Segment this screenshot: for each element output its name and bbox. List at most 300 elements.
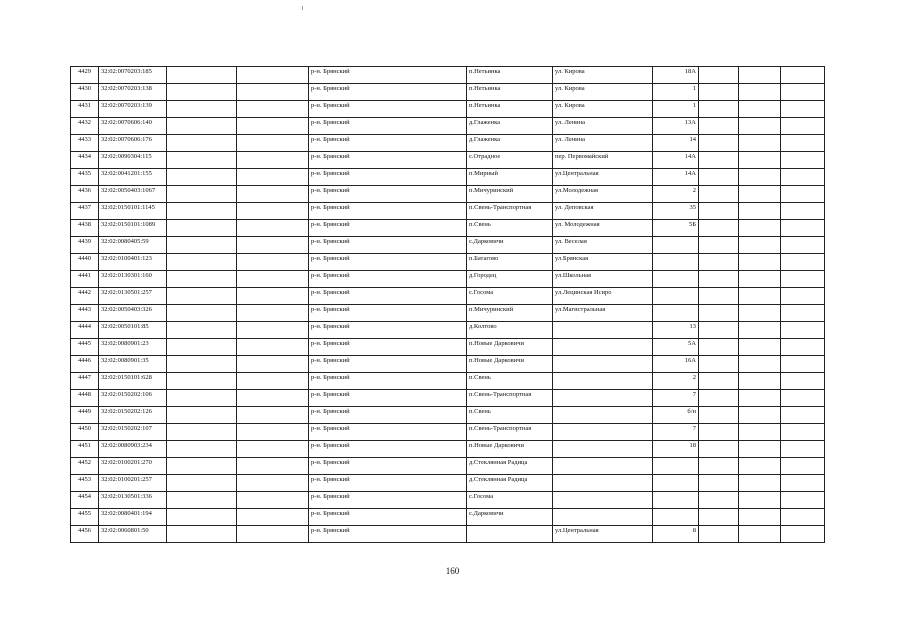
empty-cell <box>781 135 825 152</box>
cadastral-number-cell: 32:02:0150202:126 <box>99 407 167 424</box>
empty-cell <box>167 203 237 220</box>
table-row <box>71 135 825 152</box>
empty-cell <box>237 271 309 288</box>
district-cell: р-н. Брянский <box>309 407 467 424</box>
empty-cell <box>699 220 739 237</box>
house-number-cell: 1 <box>653 84 699 101</box>
house-number-cell: 2 <box>653 373 699 390</box>
table-row <box>71 169 825 186</box>
empty-cell <box>699 407 739 424</box>
empty-cell <box>781 67 825 84</box>
cadastral-number-cell: 32:02:0090304:115 <box>99 152 167 169</box>
locality-cell: с.Дарковичи <box>467 237 553 254</box>
empty-cell <box>781 475 825 492</box>
empty-cell <box>699 271 739 288</box>
house-number-cell: 16А <box>653 356 699 373</box>
cadastral-number-cell: 32:02:0050403:326 <box>99 305 167 322</box>
empty-cell <box>781 458 825 475</box>
street-cell <box>553 356 653 373</box>
street-cell: ул. Деповская <box>553 203 653 220</box>
empty-cell <box>699 475 739 492</box>
street-cell <box>553 373 653 390</box>
cadastral-number-cell: 32:02:0100401:123 <box>99 254 167 271</box>
table-row <box>71 356 825 373</box>
empty-cell <box>739 101 781 118</box>
table-row <box>71 220 825 237</box>
empty-cell <box>167 424 237 441</box>
empty-cell <box>699 373 739 390</box>
empty-cell <box>699 339 739 356</box>
cadastral-number-cell: 32:02:0080901:23 <box>99 339 167 356</box>
house-number-cell <box>653 305 699 322</box>
house-number-cell: б/н <box>653 407 699 424</box>
cadastral-number-cell: 32:02:0060801:50 <box>99 526 167 543</box>
empty-cell <box>237 67 309 84</box>
empty-cell <box>167 237 237 254</box>
row-number-cell: 4439 <box>71 237 99 254</box>
house-number-cell: 8 <box>653 526 699 543</box>
empty-cell <box>739 373 781 390</box>
empty-cell <box>167 101 237 118</box>
row-number-cell: 4454 <box>71 492 99 509</box>
district-cell: р-н. Брянский <box>309 220 467 237</box>
district-cell: р-н. Брянский <box>309 203 467 220</box>
empty-cell <box>237 407 309 424</box>
district-cell: р-н. Брянский <box>309 356 467 373</box>
locality-cell: п.Батагово <box>467 254 553 271</box>
empty-cell <box>739 492 781 509</box>
empty-cell <box>167 169 237 186</box>
cadastral-number-cell: 32:02:0050403:1067 <box>99 186 167 203</box>
empty-cell <box>781 101 825 118</box>
row-number-cell: 4452 <box>71 458 99 475</box>
table-row <box>71 407 825 424</box>
street-cell: ул.Центральная <box>553 169 653 186</box>
house-number-cell: 14А <box>653 169 699 186</box>
empty-cell <box>699 288 739 305</box>
empty-cell <box>699 101 739 118</box>
empty-cell <box>781 203 825 220</box>
locality-cell: с.Отрадное <box>467 152 553 169</box>
empty-cell <box>237 322 309 339</box>
house-number-cell: 2 <box>653 186 699 203</box>
row-number-cell: 4447 <box>71 373 99 390</box>
empty-cell <box>167 118 237 135</box>
empty-cell <box>237 118 309 135</box>
cadastral-number-cell: 32:02:0041201:155 <box>99 169 167 186</box>
empty-cell <box>739 458 781 475</box>
street-cell: ул.Молодежная <box>553 186 653 203</box>
empty-cell <box>699 67 739 84</box>
house-number-cell: 13А <box>653 118 699 135</box>
empty-cell <box>167 67 237 84</box>
row-number-cell: 4450 <box>71 424 99 441</box>
row-number-cell: 4442 <box>71 288 99 305</box>
table-row <box>71 67 825 84</box>
empty-cell <box>237 424 309 441</box>
district-cell: р-н. Брянский <box>309 84 467 101</box>
street-cell <box>553 475 653 492</box>
empty-cell <box>781 526 825 543</box>
table-row <box>71 441 825 458</box>
row-number-cell: 4433 <box>71 135 99 152</box>
street-cell: ул. Веселая <box>553 237 653 254</box>
row-number-cell: 4443 <box>71 305 99 322</box>
empty-cell <box>699 254 739 271</box>
cadastral-number-cell: 32:02:0070606:176 <box>99 135 167 152</box>
locality-cell <box>467 526 553 543</box>
street-cell <box>553 322 653 339</box>
street-cell <box>553 407 653 424</box>
empty-cell <box>237 135 309 152</box>
house-number-cell <box>653 254 699 271</box>
locality-cell: п.Нетьинка <box>467 67 553 84</box>
cadastral-number-cell: 32:02:0100201:257 <box>99 475 167 492</box>
cadastral-number-cell: 32:02:0130301:160 <box>99 271 167 288</box>
locality-cell: д.Глаженка <box>467 118 553 135</box>
empty-cell <box>167 373 237 390</box>
empty-cell <box>237 237 309 254</box>
table-row <box>71 84 825 101</box>
street-cell: ул.Магистральная <box>553 305 653 322</box>
district-cell: р-н. Брянский <box>309 305 467 322</box>
cadastral-number-cell: 32:02:0070203:138 <box>99 84 167 101</box>
district-cell: р-н. Брянский <box>309 339 467 356</box>
table-row <box>71 186 825 203</box>
cadastral-number-cell: 32:02:0130501:257 <box>99 288 167 305</box>
empty-cell <box>781 118 825 135</box>
locality-cell: п.Новые Дарковичи <box>467 339 553 356</box>
locality-cell: п.Новые Дарковичи <box>467 356 553 373</box>
district-cell: р-н. Брянский <box>309 186 467 203</box>
empty-cell <box>167 288 237 305</box>
district-cell: р-н. Брянский <box>309 101 467 118</box>
district-cell: р-н. Брянский <box>309 118 467 135</box>
empty-cell <box>167 254 237 271</box>
cadastral-number-cell: 32:02:0080901:35 <box>99 356 167 373</box>
address-table <box>70 66 825 543</box>
table-row <box>71 492 825 509</box>
empty-cell <box>739 220 781 237</box>
empty-cell <box>167 526 237 543</box>
empty-cell <box>237 186 309 203</box>
empty-cell <box>739 84 781 101</box>
district-cell: р-н. Брянский <box>309 152 467 169</box>
empty-cell <box>739 424 781 441</box>
empty-cell <box>699 135 739 152</box>
empty-cell <box>739 67 781 84</box>
empty-cell <box>781 373 825 390</box>
locality-cell: с.Госома <box>467 288 553 305</box>
locality-cell: п.Нетьинка <box>467 101 553 118</box>
empty-cell <box>739 509 781 526</box>
empty-cell <box>167 305 237 322</box>
table-row <box>71 237 825 254</box>
empty-cell <box>739 475 781 492</box>
district-cell: р-н. Брянский <box>309 67 467 84</box>
table-row <box>71 475 825 492</box>
empty-cell <box>167 458 237 475</box>
empty-cell <box>699 305 739 322</box>
empty-cell <box>237 203 309 220</box>
empty-cell <box>699 203 739 220</box>
row-number-cell: 4446 <box>71 356 99 373</box>
row-number-cell: 4448 <box>71 390 99 407</box>
empty-cell <box>739 237 781 254</box>
empty-cell <box>781 186 825 203</box>
row-number-cell: 4429 <box>71 67 99 84</box>
locality-cell: п.Свень <box>467 220 553 237</box>
empty-cell <box>167 220 237 237</box>
empty-cell <box>699 492 739 509</box>
table-row <box>71 322 825 339</box>
empty-cell <box>699 84 739 101</box>
district-cell: р-н. Брянский <box>309 492 467 509</box>
empty-cell <box>167 271 237 288</box>
empty-cell <box>167 84 237 101</box>
table-row <box>71 288 825 305</box>
empty-cell <box>237 441 309 458</box>
table-row <box>71 101 825 118</box>
empty-cell <box>699 186 739 203</box>
empty-cell <box>237 101 309 118</box>
house-number-cell: 13 <box>653 322 699 339</box>
empty-cell <box>237 492 309 509</box>
district-cell: р-н. Брянский <box>309 322 467 339</box>
house-number-cell: 7 <box>653 424 699 441</box>
empty-cell <box>781 305 825 322</box>
empty-cell <box>237 458 309 475</box>
empty-cell <box>237 526 309 543</box>
house-number-cell: 35 <box>653 203 699 220</box>
house-number-cell: 14 <box>653 135 699 152</box>
locality-cell: д.Стеклянная Радица <box>467 458 553 475</box>
empty-cell <box>781 169 825 186</box>
empty-cell <box>699 169 739 186</box>
district-cell: р-н. Брянский <box>309 441 467 458</box>
district-cell: р-н. Брянский <box>309 458 467 475</box>
row-number-cell: 4431 <box>71 101 99 118</box>
empty-cell <box>781 237 825 254</box>
street-cell: ул. Ленина <box>553 135 653 152</box>
cadastral-number-cell: 32:02:0080401:194 <box>99 509 167 526</box>
empty-cell <box>781 339 825 356</box>
empty-cell <box>167 152 237 169</box>
empty-cell <box>739 339 781 356</box>
empty-cell <box>739 271 781 288</box>
cadastral-number-cell: 32:02:0070606:140 <box>99 118 167 135</box>
table-row <box>71 152 825 169</box>
empty-cell <box>739 203 781 220</box>
empty-cell <box>699 152 739 169</box>
table-row <box>71 305 825 322</box>
table-row <box>71 526 825 543</box>
empty-cell <box>167 356 237 373</box>
row-number-cell: 4436 <box>71 186 99 203</box>
district-cell: р-н. Брянский <box>309 237 467 254</box>
district-cell: р-н. Брянский <box>309 509 467 526</box>
street-cell: ул.Брянская <box>553 254 653 271</box>
empty-cell <box>237 356 309 373</box>
district-cell: р-н. Брянский <box>309 526 467 543</box>
empty-cell <box>237 390 309 407</box>
empty-cell <box>739 390 781 407</box>
row-number-cell: 4441 <box>71 271 99 288</box>
house-number-cell <box>653 492 699 509</box>
empty-cell <box>739 441 781 458</box>
locality-cell: п.Свень-Транспортная <box>467 390 553 407</box>
cadastral-number-cell: 32:02:0080903:234 <box>99 441 167 458</box>
empty-cell <box>739 118 781 135</box>
empty-cell <box>739 254 781 271</box>
locality-cell: п.Свень-Транспортная <box>467 203 553 220</box>
empty-cell <box>781 509 825 526</box>
empty-cell <box>781 407 825 424</box>
table-row <box>71 373 825 390</box>
street-cell <box>553 424 653 441</box>
empty-cell <box>167 322 237 339</box>
house-number-cell: 5Б <box>653 220 699 237</box>
table-row <box>71 271 825 288</box>
table-row <box>71 509 825 526</box>
empty-cell <box>237 220 309 237</box>
house-number-cell <box>653 237 699 254</box>
empty-cell <box>237 288 309 305</box>
row-number-cell: 4435 <box>71 169 99 186</box>
row-number-cell: 4437 <box>71 203 99 220</box>
district-cell: р-н. Брянский <box>309 271 467 288</box>
row-number-cell: 4438 <box>71 220 99 237</box>
street-cell: ул. Молодежная <box>553 220 653 237</box>
empty-cell <box>781 271 825 288</box>
street-cell: ул.Школьная <box>553 271 653 288</box>
empty-cell <box>781 254 825 271</box>
row-number-cell: 4456 <box>71 526 99 543</box>
empty-cell <box>781 390 825 407</box>
cadastral-number-cell: 32:02:0130501:336 <box>99 492 167 509</box>
district-cell: р-н. Брянский <box>309 475 467 492</box>
row-number-cell: 4444 <box>71 322 99 339</box>
row-number-cell: 4434 <box>71 152 99 169</box>
street-cell <box>553 441 653 458</box>
locality-cell: п.Мирный <box>467 169 553 186</box>
street-cell <box>553 390 653 407</box>
empty-cell <box>739 288 781 305</box>
page-number: 160 <box>445 566 460 576</box>
empty-cell <box>167 135 237 152</box>
row-number-cell: 4455 <box>71 509 99 526</box>
street-cell <box>553 458 653 475</box>
street-cell <box>553 492 653 509</box>
empty-cell <box>739 407 781 424</box>
row-number-cell: 4440 <box>71 254 99 271</box>
house-number-cell <box>653 271 699 288</box>
street-cell: ул.Центральная <box>553 526 653 543</box>
empty-cell <box>781 322 825 339</box>
empty-cell <box>699 118 739 135</box>
empty-cell <box>167 475 237 492</box>
empty-cell <box>781 441 825 458</box>
empty-cell <box>167 390 237 407</box>
house-number-cell: 14А <box>653 152 699 169</box>
empty-cell <box>739 305 781 322</box>
locality-cell: д.Колтово <box>467 322 553 339</box>
empty-cell <box>739 322 781 339</box>
house-number-cell: 18А <box>653 67 699 84</box>
empty-cell <box>739 186 781 203</box>
locality-cell: с.Госома <box>467 492 553 509</box>
street-cell: пер. Первомайский <box>553 152 653 169</box>
empty-cell <box>237 84 309 101</box>
locality-cell: с.Дарковичи <box>467 509 553 526</box>
house-number-cell <box>653 288 699 305</box>
row-number-cell: 4451 <box>71 441 99 458</box>
empty-cell <box>167 492 237 509</box>
locality-cell: п.Мичуринский <box>467 305 553 322</box>
row-number-cell: 4430 <box>71 84 99 101</box>
empty-cell <box>739 169 781 186</box>
street-cell <box>553 339 653 356</box>
street-cell: ул. Ленина <box>553 118 653 135</box>
district-cell: р-н. Брянский <box>309 288 467 305</box>
table-row <box>71 339 825 356</box>
empty-cell <box>699 458 739 475</box>
cadastral-number-cell: 32:02:0150101:628 <box>99 373 167 390</box>
table-row <box>71 390 825 407</box>
empty-cell <box>237 475 309 492</box>
district-cell: р-н. Брянский <box>309 169 467 186</box>
cadastral-number-cell: 32:02:0150101:1145 <box>99 203 167 220</box>
table-row <box>71 458 825 475</box>
district-cell: р-н. Брянский <box>309 254 467 271</box>
locality-cell: п.Свень <box>467 373 553 390</box>
empty-cell <box>237 373 309 390</box>
empty-cell <box>167 339 237 356</box>
locality-cell: д.Глаженка <box>467 135 553 152</box>
house-number-cell: 5А <box>653 339 699 356</box>
empty-cell <box>237 152 309 169</box>
cadastral-number-cell: 32:02:0150202:107 <box>99 424 167 441</box>
street-cell: ул. Кирова <box>553 101 653 118</box>
empty-cell <box>699 424 739 441</box>
table-row <box>71 118 825 135</box>
empty-cell <box>781 84 825 101</box>
empty-cell <box>167 441 237 458</box>
empty-cell <box>739 356 781 373</box>
house-number-cell <box>653 475 699 492</box>
empty-cell <box>739 135 781 152</box>
empty-cell <box>781 356 825 373</box>
house-number-cell: 1 <box>653 101 699 118</box>
row-number-cell: 4449 <box>71 407 99 424</box>
empty-cell <box>699 390 739 407</box>
street-cell: ул. Кирова <box>553 84 653 101</box>
empty-cell <box>167 407 237 424</box>
locality-cell: п.Свень <box>467 407 553 424</box>
empty-cell <box>237 509 309 526</box>
row-number-cell: 4453 <box>71 475 99 492</box>
street-cell: ул.Лецинская Исиро <box>553 288 653 305</box>
table-row <box>71 254 825 271</box>
cadastral-number-cell: 32:02:0150101:1089 <box>99 220 167 237</box>
empty-cell <box>237 305 309 322</box>
empty-cell <box>699 509 739 526</box>
house-number-cell: 7 <box>653 390 699 407</box>
cadastral-number-cell: 32:02:0150202:106 <box>99 390 167 407</box>
table-row <box>71 424 825 441</box>
empty-cell <box>781 492 825 509</box>
empty-cell <box>237 254 309 271</box>
